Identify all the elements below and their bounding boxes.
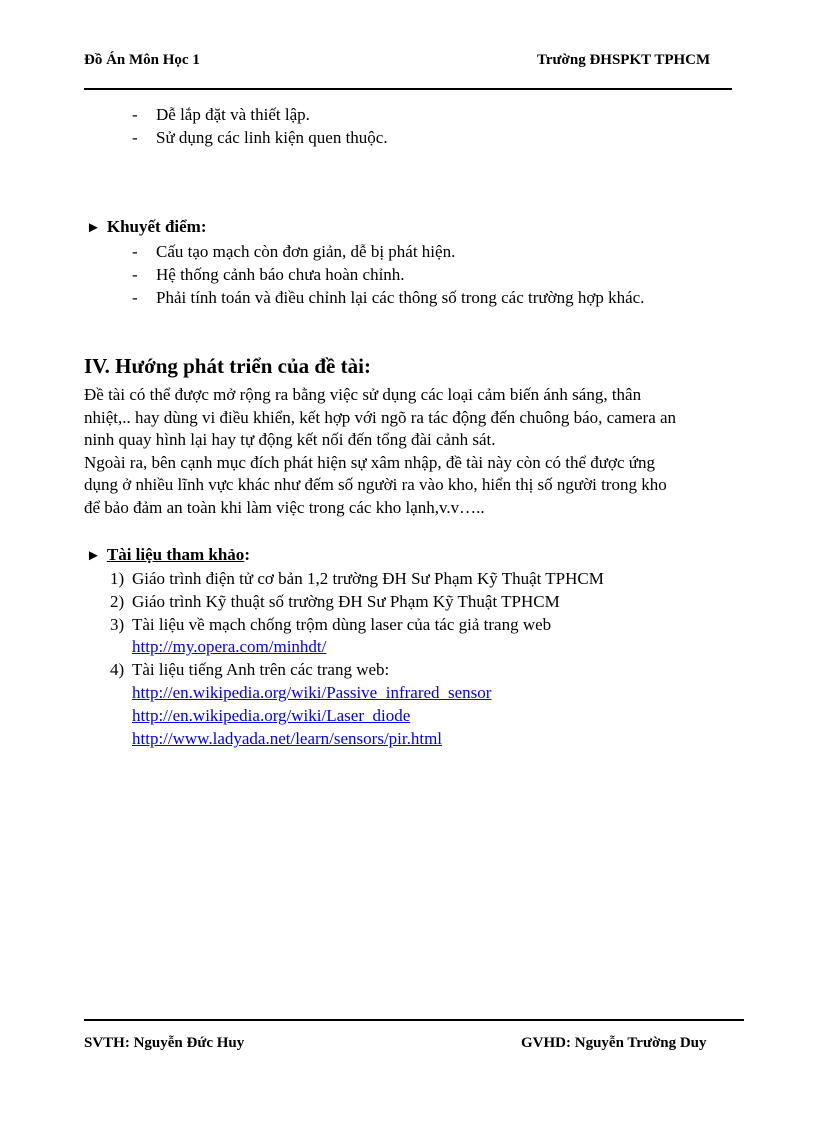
- list-item: - Phải tính toán và điều chỉnh lại các thông số trong các trường hợp khác.: [132, 288, 645, 307]
- footer-divider: [84, 1019, 744, 1021]
- disadvantages-list: [132, 240, 645, 309]
- footer-student: SVTH: Nguyễn Đức Huy: [84, 1035, 245, 1051]
- reference-item: Giáo trình Kỹ thuật số trường ĐH Sư Phạm Kỹ Thuật TPHCM: [132, 592, 560, 611]
- header-course-title: Đồ Án Môn Học 1: [84, 52, 200, 68]
- reference-item: Tài liệu về mạch chống trộm dùng laser của tác giả trang web: [132, 615, 552, 634]
- list-item: - Dễ lắp đặt và thiết lập.: [132, 105, 310, 124]
- references-heading: ► Tài liệu tham khảo:: [86, 545, 250, 564]
- reference-link-opera[interactable]: http://my.opera.com/minhdt/: [132, 637, 327, 656]
- header-school-name: Trường ĐHSPKT TPHCM: [537, 52, 711, 68]
- advantages-list: [132, 103, 388, 149]
- list-item: - Sử dụng các linh kiện quen thuộc.: [132, 128, 388, 147]
- arrow-right-icon: ►: [86, 548, 101, 564]
- footer-instructor: GVHD: Nguyễn Trường Duy: [521, 1035, 707, 1051]
- reference-link-ladyada[interactable]: http://www.ladyada.net/learn/sensors/pir.html: [132, 729, 443, 748]
- list-item: - Hệ thống cảnh báo chưa hoàn chỉnh.: [132, 265, 405, 284]
- disadvantages-heading: ► Khuyết điểm:: [86, 217, 207, 236]
- section-title: IV. Hướng phát triển của đề tài:: [84, 354, 371, 378]
- reference-item: Tài liệu tiếng Anh trên các trang web:: [132, 660, 390, 679]
- development-paragraph: Đề tài có thể được mở rộng ra bằng việc sử dụng các loại cảm biến ánh sáng, thân nhiệt,.. hay dùng vi điều khiển, kết hợp với ngõ ra tác động đến chuông báo, camera an ninh quay hình lại hay tự động kết nối đến tổng đài cảnh sát. Ngoài ra, bên cạnh mục đích phát hiện sự xâm nhập, đề tài này còn có thể được ứng dụng ở nhiều lĩnh vực khác như đếm số người ra vào kho, hiển thị số người trong kho để bảo đảm an toàn khi làm việc trong các kho lạnh,v.v…..: [84, 385, 677, 517]
- reference-item: Giáo trình điện tử cơ bản 1,2 trường ĐH Sư Phạm Kỹ Thuật TPHCM: [132, 569, 604, 588]
- reference-link-pir-wiki[interactable]: http://en.wikipedia.org/wiki/Passive_infrared_sensor: [132, 683, 492, 702]
- list-item: - Cấu tạo mạch còn đơn giản, dễ bị phát hiện.: [132, 242, 456, 261]
- reference-link-laser-wiki[interactable]: http://en.wikipedia.org/wiki/Laser_diode: [132, 706, 411, 725]
- header-divider: [84, 88, 732, 90]
- arrow-right-icon: ►: [86, 220, 101, 236]
